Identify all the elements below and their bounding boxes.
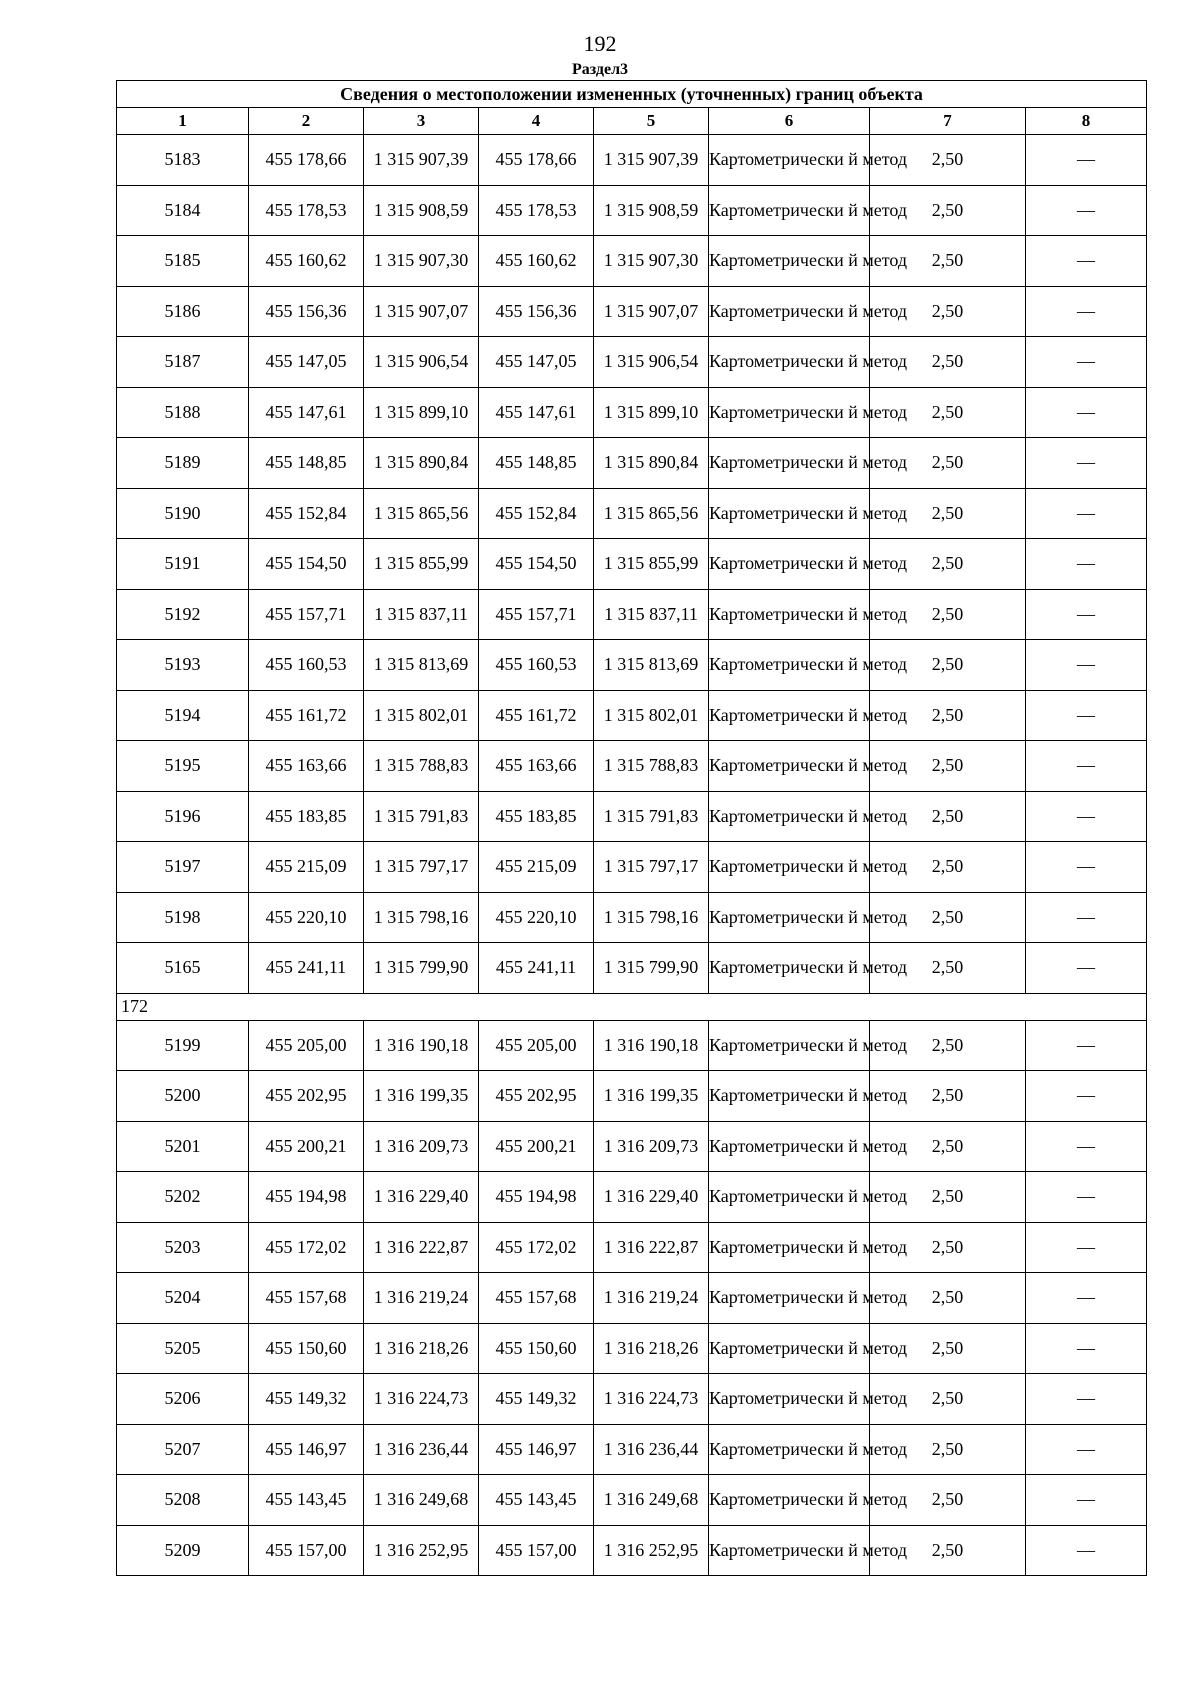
point-number-cell: 5194 bbox=[117, 690, 249, 741]
description-cell: — bbox=[1026, 1071, 1147, 1122]
x-refined-cell: 455 156,36 bbox=[479, 286, 594, 337]
table-row bbox=[117, 1172, 1147, 1223]
y-refined-cell: 1 316 252,95 bbox=[594, 1525, 709, 1576]
point-number-cell: 5201 bbox=[117, 1121, 249, 1172]
point-number-cell: 5209 bbox=[117, 1525, 249, 1576]
point-number-cell: 5195 bbox=[117, 741, 249, 792]
table-row bbox=[117, 438, 1147, 489]
x-existing-cell: 455 154,50 bbox=[249, 539, 364, 590]
description-cell: — bbox=[1026, 589, 1147, 640]
section-title: Раздел3 bbox=[571, 61, 629, 78]
method-cell: Картометрически й метод bbox=[709, 236, 870, 287]
x-existing-cell: 455 205,00 bbox=[249, 1020, 364, 1071]
table-row bbox=[117, 640, 1147, 691]
accuracy-cell: 2,50 bbox=[870, 842, 1026, 893]
description-cell: — bbox=[1026, 1424, 1147, 1475]
accuracy-cell: 2,50 bbox=[870, 943, 1026, 994]
table-row bbox=[117, 1475, 1147, 1526]
boundary-coordinates-table bbox=[116, 80, 1147, 1576]
point-number-cell: 5185 bbox=[117, 236, 249, 287]
y-refined-cell: 1 316 199,35 bbox=[594, 1071, 709, 1122]
table-row bbox=[117, 1525, 1147, 1576]
table-row bbox=[117, 185, 1147, 236]
method-cell: Картометрически й метод bbox=[709, 1323, 870, 1374]
x-refined-cell: 455 215,09 bbox=[479, 842, 594, 893]
y-existing-cell: 1 315 797,17 bbox=[364, 842, 479, 893]
accuracy-cell: 2,50 bbox=[870, 488, 1026, 539]
accuracy-cell: 2,50 bbox=[870, 539, 1026, 590]
y-existing-cell: 1 315 798,16 bbox=[364, 892, 479, 943]
table-row bbox=[117, 1273, 1147, 1324]
x-existing-cell: 455 183,85 bbox=[249, 791, 364, 842]
y-existing-cell: 1 316 218,26 bbox=[364, 1323, 479, 1374]
accuracy-cell: 2,50 bbox=[870, 1525, 1026, 1576]
x-refined-cell: 455 172,02 bbox=[479, 1222, 594, 1273]
y-existing-cell: 1 316 236,44 bbox=[364, 1424, 479, 1475]
column-header-row bbox=[117, 108, 1147, 135]
y-existing-cell: 1 315 813,69 bbox=[364, 640, 479, 691]
description-cell: — bbox=[1026, 791, 1147, 842]
contour-number: 172 bbox=[117, 993, 1147, 1020]
y-existing-cell: 1 316 229,40 bbox=[364, 1172, 479, 1223]
table-body bbox=[117, 135, 1147, 1576]
method-cell: Картометрически й метод bbox=[709, 589, 870, 640]
x-refined-cell: 455 200,21 bbox=[479, 1121, 594, 1172]
description-cell: — bbox=[1026, 1121, 1147, 1172]
description-cell: — bbox=[1026, 741, 1147, 792]
x-existing-cell: 455 200,21 bbox=[249, 1121, 364, 1172]
table-row bbox=[117, 842, 1147, 893]
y-refined-cell: 1 315 799,90 bbox=[594, 943, 709, 994]
x-existing-cell: 455 156,36 bbox=[249, 286, 364, 337]
description-cell: — bbox=[1026, 438, 1147, 489]
accuracy-cell: 2,50 bbox=[870, 1172, 1026, 1223]
accuracy-cell: 2,50 bbox=[870, 135, 1026, 186]
method-cell: Картометрически й метод bbox=[709, 1172, 870, 1223]
description-cell: — bbox=[1026, 488, 1147, 539]
method-cell: Картометрически й метод bbox=[709, 387, 870, 438]
point-number-cell: 5197 bbox=[117, 842, 249, 893]
x-refined-cell: 455 157,71 bbox=[479, 589, 594, 640]
y-refined-cell: 1 315 798,16 bbox=[594, 892, 709, 943]
accuracy-cell: 2,50 bbox=[870, 640, 1026, 691]
x-existing-cell: 455 143,45 bbox=[249, 1475, 364, 1526]
y-existing-cell: 1 315 802,01 bbox=[364, 690, 479, 741]
method-cell: Картометрически й метод bbox=[709, 1475, 870, 1526]
y-refined-cell: 1 316 190,18 bbox=[594, 1020, 709, 1071]
column-header: 6 bbox=[709, 108, 870, 135]
description-cell: — bbox=[1026, 1172, 1147, 1223]
point-number-cell: 5205 bbox=[117, 1323, 249, 1374]
x-refined-cell: 455 154,50 bbox=[479, 539, 594, 590]
accuracy-cell: 2,50 bbox=[870, 589, 1026, 640]
x-existing-cell: 455 150,60 bbox=[249, 1323, 364, 1374]
description-cell: — bbox=[1026, 1475, 1147, 1526]
x-refined-cell: 455 183,85 bbox=[479, 791, 594, 842]
x-refined-cell: 455 150,60 bbox=[479, 1323, 594, 1374]
y-existing-cell: 1 316 252,95 bbox=[364, 1525, 479, 1576]
accuracy-cell: 2,50 bbox=[870, 690, 1026, 741]
method-cell: Картометрически й метод bbox=[709, 1071, 870, 1122]
description-cell: — bbox=[1026, 892, 1147, 943]
page-number: 192 bbox=[583, 31, 617, 56]
x-existing-cell: 455 157,71 bbox=[249, 589, 364, 640]
point-number-cell: 5184 bbox=[117, 185, 249, 236]
accuracy-cell: 2,50 bbox=[870, 1222, 1026, 1273]
y-refined-cell: 1 316 224,73 bbox=[594, 1374, 709, 1425]
x-refined-cell: 455 163,66 bbox=[479, 741, 594, 792]
y-refined-cell: 1 315 906,54 bbox=[594, 337, 709, 388]
method-cell: Картометрически й метод bbox=[709, 1273, 870, 1324]
point-number-cell: 5193 bbox=[117, 640, 249, 691]
point-number-cell: 5199 bbox=[117, 1020, 249, 1071]
x-existing-cell: 455 178,66 bbox=[249, 135, 364, 186]
x-existing-cell: 455 147,61 bbox=[249, 387, 364, 438]
x-refined-cell: 455 178,66 bbox=[479, 135, 594, 186]
point-number-cell: 5203 bbox=[117, 1222, 249, 1273]
method-cell: Картометрически й метод bbox=[709, 1121, 870, 1172]
x-existing-cell: 455 160,62 bbox=[249, 236, 364, 287]
accuracy-cell: 2,50 bbox=[870, 1323, 1026, 1374]
description-cell: — bbox=[1026, 185, 1147, 236]
x-existing-cell: 455 152,84 bbox=[249, 488, 364, 539]
y-refined-cell: 1 315 855,99 bbox=[594, 539, 709, 590]
method-cell: Картометрически й метод bbox=[709, 438, 870, 489]
y-existing-cell: 1 316 209,73 bbox=[364, 1121, 479, 1172]
column-header: 2 bbox=[249, 108, 364, 135]
y-refined-cell: 1 316 218,26 bbox=[594, 1323, 709, 1374]
table-row bbox=[117, 286, 1147, 337]
method-cell: Картометрически й метод bbox=[709, 135, 870, 186]
description-cell: — bbox=[1026, 236, 1147, 287]
accuracy-cell: 2,50 bbox=[870, 236, 1026, 287]
y-refined-cell: 1 315 865,56 bbox=[594, 488, 709, 539]
y-refined-cell: 1 315 907,30 bbox=[594, 236, 709, 287]
point-number-cell: 5192 bbox=[117, 589, 249, 640]
method-cell: Картометрически й метод bbox=[709, 1525, 870, 1576]
table-row bbox=[117, 1071, 1147, 1122]
y-refined-cell: 1 315 890,84 bbox=[594, 438, 709, 489]
x-existing-cell: 455 172,02 bbox=[249, 1222, 364, 1273]
y-refined-cell: 1 316 236,44 bbox=[594, 1424, 709, 1475]
y-refined-cell: 1 315 788,83 bbox=[594, 741, 709, 792]
y-existing-cell: 1 315 907,39 bbox=[364, 135, 479, 186]
point-number-cell: 5183 bbox=[117, 135, 249, 186]
y-existing-cell: 1 316 249,68 bbox=[364, 1475, 479, 1526]
y-existing-cell: 1 315 908,59 bbox=[364, 185, 479, 236]
accuracy-cell: 2,50 bbox=[870, 1475, 1026, 1526]
point-number-cell: 5186 bbox=[117, 286, 249, 337]
method-cell: Картометрически й метод bbox=[709, 286, 870, 337]
accuracy-cell: 2,50 bbox=[870, 741, 1026, 792]
description-cell: — bbox=[1026, 1323, 1147, 1374]
y-existing-cell: 1 316 199,35 bbox=[364, 1071, 479, 1122]
column-header: 7 bbox=[870, 108, 1026, 135]
table-caption: Сведения о местоположении измененных (уточненных) границ объекта bbox=[117, 81, 1147, 108]
description-cell: — bbox=[1026, 539, 1147, 590]
table-row bbox=[117, 943, 1147, 994]
x-existing-cell: 455 146,97 bbox=[249, 1424, 364, 1475]
x-existing-cell: 455 147,05 bbox=[249, 337, 364, 388]
point-number-cell: 5189 bbox=[117, 438, 249, 489]
x-existing-cell: 455 220,10 bbox=[249, 892, 364, 943]
accuracy-cell: 2,50 bbox=[870, 387, 1026, 438]
x-refined-cell: 455 178,53 bbox=[479, 185, 594, 236]
table-row bbox=[117, 1121, 1147, 1172]
x-refined-cell: 455 161,72 bbox=[479, 690, 594, 741]
table-row bbox=[117, 1374, 1147, 1425]
point-number-cell: 5198 bbox=[117, 892, 249, 943]
point-number-cell: 5206 bbox=[117, 1374, 249, 1425]
point-number-cell: 5202 bbox=[117, 1172, 249, 1223]
description-cell: — bbox=[1026, 337, 1147, 388]
point-number-cell: 5191 bbox=[117, 539, 249, 590]
method-cell: Картометрически й метод bbox=[709, 943, 870, 994]
description-cell: — bbox=[1026, 1273, 1147, 1324]
accuracy-cell: 2,50 bbox=[870, 438, 1026, 489]
x-refined-cell: 455 149,32 bbox=[479, 1374, 594, 1425]
table-row bbox=[117, 488, 1147, 539]
point-number-cell: 5187 bbox=[117, 337, 249, 388]
y-existing-cell: 1 316 190,18 bbox=[364, 1020, 479, 1071]
method-cell: Картометрически й метод bbox=[709, 488, 870, 539]
accuracy-cell: 2,50 bbox=[870, 337, 1026, 388]
table-row bbox=[117, 539, 1147, 590]
point-number-cell: 5200 bbox=[117, 1071, 249, 1122]
method-cell: Картометрически й метод bbox=[709, 892, 870, 943]
table-row bbox=[117, 135, 1147, 186]
y-existing-cell: 1 315 906,54 bbox=[364, 337, 479, 388]
table-row bbox=[117, 337, 1147, 388]
table-row bbox=[117, 892, 1147, 943]
accuracy-cell: 2,50 bbox=[870, 1121, 1026, 1172]
accuracy-cell: 2,50 bbox=[870, 185, 1026, 236]
method-cell: Картометрически й метод bbox=[709, 640, 870, 691]
y-refined-cell: 1 316 219,24 bbox=[594, 1273, 709, 1324]
x-existing-cell: 455 241,11 bbox=[249, 943, 364, 994]
method-cell: Картометрически й метод bbox=[709, 690, 870, 741]
description-cell: — bbox=[1026, 690, 1147, 741]
y-existing-cell: 1 315 791,83 bbox=[364, 791, 479, 842]
description-cell: — bbox=[1026, 1222, 1147, 1273]
y-refined-cell: 1 315 907,07 bbox=[594, 286, 709, 337]
x-existing-cell: 455 194,98 bbox=[249, 1172, 364, 1223]
x-refined-cell: 455 143,45 bbox=[479, 1475, 594, 1526]
accuracy-cell: 2,50 bbox=[870, 892, 1026, 943]
method-cell: Картометрически й метод bbox=[709, 539, 870, 590]
y-refined-cell: 1 316 229,40 bbox=[594, 1172, 709, 1223]
method-cell: Картометрически й метод bbox=[709, 1222, 870, 1273]
y-refined-cell: 1 315 797,17 bbox=[594, 842, 709, 893]
column-header: 8 bbox=[1026, 108, 1147, 135]
point-number-cell: 5207 bbox=[117, 1424, 249, 1475]
y-refined-cell: 1 315 908,59 bbox=[594, 185, 709, 236]
point-number-cell: 5188 bbox=[117, 387, 249, 438]
x-existing-cell: 455 157,00 bbox=[249, 1525, 364, 1576]
y-refined-cell: 1 315 802,01 bbox=[594, 690, 709, 741]
y-existing-cell: 1 315 865,56 bbox=[364, 488, 479, 539]
x-existing-cell: 455 160,53 bbox=[249, 640, 364, 691]
x-refined-cell: 455 220,10 bbox=[479, 892, 594, 943]
accuracy-cell: 2,50 bbox=[870, 286, 1026, 337]
x-existing-cell: 455 215,09 bbox=[249, 842, 364, 893]
y-existing-cell: 1 315 907,07 bbox=[364, 286, 479, 337]
y-existing-cell: 1 316 222,87 bbox=[364, 1222, 479, 1273]
x-refined-cell: 455 147,05 bbox=[479, 337, 594, 388]
column-header: 4 bbox=[479, 108, 594, 135]
point-number-cell: 5208 bbox=[117, 1475, 249, 1526]
description-cell: — bbox=[1026, 943, 1147, 994]
x-refined-cell: 455 148,85 bbox=[479, 438, 594, 489]
table-row bbox=[117, 791, 1147, 842]
x-existing-cell: 455 163,66 bbox=[249, 741, 364, 792]
method-cell: Картометрически й метод bbox=[709, 1374, 870, 1425]
y-refined-cell: 1 315 899,10 bbox=[594, 387, 709, 438]
x-refined-cell: 455 241,11 bbox=[479, 943, 594, 994]
x-refined-cell: 455 205,00 bbox=[479, 1020, 594, 1071]
method-cell: Картометрически й метод bbox=[709, 1020, 870, 1071]
x-refined-cell: 455 157,00 bbox=[479, 1525, 594, 1576]
table-row bbox=[117, 589, 1147, 640]
description-cell: — bbox=[1026, 1020, 1147, 1071]
description-cell: — bbox=[1026, 286, 1147, 337]
y-refined-cell: 1 315 813,69 bbox=[594, 640, 709, 691]
description-cell: — bbox=[1026, 842, 1147, 893]
point-number-cell: 5190 bbox=[117, 488, 249, 539]
x-refined-cell: 455 160,62 bbox=[479, 236, 594, 287]
y-existing-cell: 1 315 899,10 bbox=[364, 387, 479, 438]
y-refined-cell: 1 316 222,87 bbox=[594, 1222, 709, 1273]
y-refined-cell: 1 315 837,11 bbox=[594, 589, 709, 640]
table-row bbox=[117, 387, 1147, 438]
x-refined-cell: 455 160,53 bbox=[479, 640, 594, 691]
y-existing-cell: 1 315 855,99 bbox=[364, 539, 479, 590]
y-refined-cell: 1 316 249,68 bbox=[594, 1475, 709, 1526]
accuracy-cell: 2,50 bbox=[870, 1020, 1026, 1071]
x-refined-cell: 455 147,61 bbox=[479, 387, 594, 438]
accuracy-cell: 2,50 bbox=[870, 1374, 1026, 1425]
x-existing-cell: 455 149,32 bbox=[249, 1374, 364, 1425]
accuracy-cell: 2,50 bbox=[870, 1273, 1026, 1324]
x-refined-cell: 455 194,98 bbox=[479, 1172, 594, 1223]
x-refined-cell: 455 152,84 bbox=[479, 488, 594, 539]
x-existing-cell: 455 148,85 bbox=[249, 438, 364, 489]
point-number-cell: 5204 bbox=[117, 1273, 249, 1324]
x-existing-cell: 455 202,95 bbox=[249, 1071, 364, 1122]
x-refined-cell: 455 146,97 bbox=[479, 1424, 594, 1475]
method-cell: Картометрически й метод bbox=[709, 741, 870, 792]
x-existing-cell: 455 178,53 bbox=[249, 185, 364, 236]
column-header: 5 bbox=[594, 108, 709, 135]
description-cell: — bbox=[1026, 1374, 1147, 1425]
description-cell: — bbox=[1026, 135, 1147, 186]
y-existing-cell: 1 315 799,90 bbox=[364, 943, 479, 994]
table-row bbox=[117, 1222, 1147, 1273]
x-existing-cell: 455 161,72 bbox=[249, 690, 364, 741]
method-cell: Картометрически й метод bbox=[709, 1424, 870, 1475]
contour-group-row bbox=[117, 993, 1147, 1020]
method-cell: Картометрически й метод bbox=[709, 185, 870, 236]
x-existing-cell: 455 157,68 bbox=[249, 1273, 364, 1324]
table-row bbox=[117, 1323, 1147, 1374]
y-existing-cell: 1 316 224,73 bbox=[364, 1374, 479, 1425]
method-cell: Картометрически й метод bbox=[709, 337, 870, 388]
table-row bbox=[117, 1424, 1147, 1475]
description-cell: — bbox=[1026, 1525, 1147, 1576]
y-existing-cell: 1 315 890,84 bbox=[364, 438, 479, 489]
description-cell: — bbox=[1026, 640, 1147, 691]
table-row bbox=[117, 741, 1147, 792]
column-header: 1 bbox=[117, 108, 249, 135]
y-existing-cell: 1 315 907,30 bbox=[364, 236, 479, 287]
y-refined-cell: 1 315 791,83 bbox=[594, 791, 709, 842]
x-refined-cell: 455 157,68 bbox=[479, 1273, 594, 1324]
y-refined-cell: 1 315 907,39 bbox=[594, 135, 709, 186]
y-existing-cell: 1 316 219,24 bbox=[364, 1273, 479, 1324]
point-number-cell: 5196 bbox=[117, 791, 249, 842]
column-header: 3 bbox=[364, 108, 479, 135]
y-existing-cell: 1 315 837,11 bbox=[364, 589, 479, 640]
x-refined-cell: 455 202,95 bbox=[479, 1071, 594, 1122]
y-existing-cell: 1 315 788,83 bbox=[364, 741, 479, 792]
table-row bbox=[117, 1020, 1147, 1071]
method-cell: Картометрически й метод bbox=[709, 791, 870, 842]
accuracy-cell: 2,50 bbox=[870, 1071, 1026, 1122]
y-refined-cell: 1 316 209,73 bbox=[594, 1121, 709, 1172]
description-cell: — bbox=[1026, 387, 1147, 438]
point-number-cell: 5165 bbox=[117, 943, 249, 994]
accuracy-cell: 2,50 bbox=[870, 791, 1026, 842]
accuracy-cell: 2,50 bbox=[870, 1424, 1026, 1475]
table-row bbox=[117, 690, 1147, 741]
method-cell: Картометрически й метод bbox=[709, 842, 870, 893]
table-row bbox=[117, 236, 1147, 287]
